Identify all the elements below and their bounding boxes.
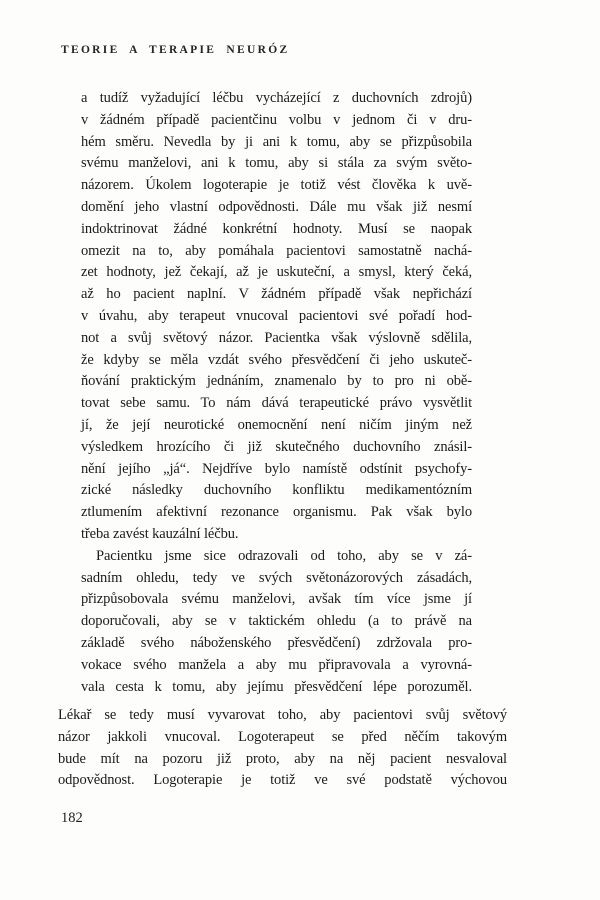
text-line: názor jakkoli vnucoval. Logoterapeut se před něčím takovým — [58, 728, 507, 745]
text-line: vala cesta k tomu, aby jejímu přesvědčení lépe porozuměl. — [81, 678, 472, 695]
text-line: a tudíž vyžadující léčbu vycházející z duchovních zdrojů) — [81, 90, 472, 106]
text-line: bude mít na pozoru již proto, aby na něj pacient nesvaloval — [58, 750, 507, 767]
body-text — [58, 705, 507, 792]
text-line: omezit na to, aby pomáhala pacientovi samostatně nachá- — [81, 242, 472, 259]
text-line: not a svůj světový názor. Pacientka však výslovně sdělila, — [81, 329, 472, 346]
paragraph — [81, 546, 472, 699]
text-line: že kdyby se měla vzdát svého přesvědčení či jeho uskuteč- — [81, 351, 472, 368]
text-line: odpovědnost. Logoterapie je totiž ve své podstatě výchovou — [58, 772, 507, 789]
text-line: sadním ohledu, tedy ve svých světonázorových zásadách, — [81, 569, 472, 586]
paragraph — [58, 705, 507, 792]
text-line: až ho pacient naplní. V žádném případě však nepřichází — [81, 286, 472, 303]
text-line: Pacientku jsme sice odrazovali od toho, aby se v zá- — [96, 547, 472, 564]
text-line: nění jejího „já“. Nejdříve bylo namístě odstínit psychofy- — [81, 460, 472, 477]
page-number: 182 — [61, 810, 83, 826]
text-line: třeba zavést kauzální léčbu. — [81, 525, 239, 542]
text-line: indoktrinovat žádné konkrétní hodnoty. Musí se naopak — [81, 220, 472, 237]
text-line: hém směru. Nevedla by ji ani k tomu, aby se přizpůsobila — [81, 133, 472, 150]
text-line: zet hodnoty, jež čekají, až je uskuteční, a smysl, který čeká, — [81, 264, 472, 281]
text-line: názorem. Úkolem logoterapie je totiž vést člověka k uvě- — [81, 177, 472, 194]
text-line: domění jeho vlastní odpovědnosti. Dále mu však již nesmí — [81, 198, 472, 215]
text-line: v žádném případě pacientčinu volbu v jednom či v dru- — [81, 111, 472, 128]
text-line: ztlumením afektivní rezonance organismu. Pak však bylo — [81, 504, 472, 521]
text-line: přizpůsobovala svému manželovi, avšak tím více jsme jí — [81, 591, 472, 608]
running-header: TEORIE A TERAPIE NEURÓZ — [61, 44, 290, 56]
text-line: tovat sebe samu. To nám dává terapeutické právo vysvětlit — [81, 395, 472, 412]
text-line: Lékař se tedy musí vyvarovat toho, aby pacientovi svůj světový — [58, 707, 507, 723]
text-line: v úvahu, aby terapeut vnucoval pacientovi své pořadí hod- — [81, 307, 472, 324]
text-line: jí, že její neurotické onemocnění není ničím jiným než — [81, 416, 472, 433]
paragraph — [81, 88, 472, 546]
text-line: výsledkem hrozícího či již skutečného duchovního znásil- — [81, 438, 472, 455]
text-line: zické následky duchovního konfliktu medikamentózním — [81, 482, 472, 499]
text-line: vokace svého manžela a aby mu připravovala a vyrovná- — [81, 656, 472, 673]
text-line: doporučovali, aby se v taktickém ohledu (a to právě na — [81, 613, 472, 630]
indented-text-block — [81, 88, 472, 698]
text-line: ňování praktickým jednáním, znamenalo by to pro ni obě- — [81, 373, 472, 390]
text-line: svému manželovi, ani k tomu, aby si stála za svým světo- — [81, 155, 472, 172]
text-line: základě svého náboženského přesvědčení) zdržovala pro- — [81, 634, 472, 651]
